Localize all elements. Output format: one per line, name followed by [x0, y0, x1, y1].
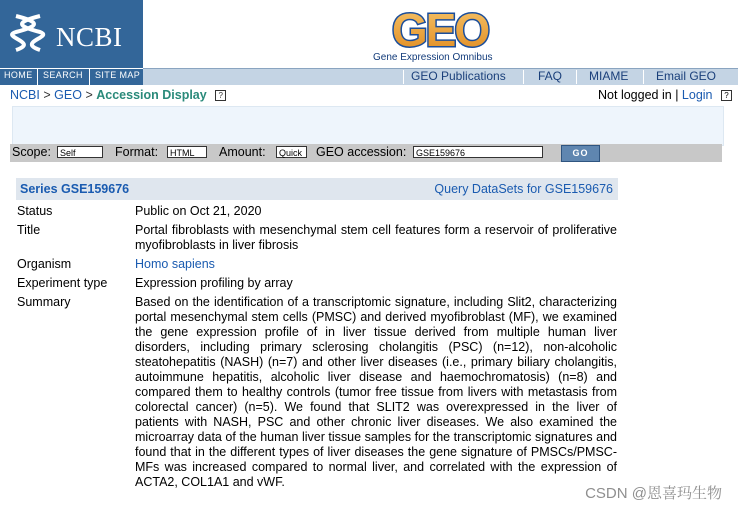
- geo-logo-graphic: [360, 4, 520, 52]
- nav-search-link[interactable]: SEARCH: [43, 70, 83, 80]
- menu-faq[interactable]: FAQ: [538, 69, 563, 83]
- format-select[interactable]: HTML: [167, 146, 207, 158]
- watermark: CSDN @恩喜玛生物: [585, 485, 722, 502]
- geo-top-menu: [143, 68, 738, 85]
- go-button[interactable]: GO: [561, 145, 600, 162]
- nav-home-link[interactable]: HOME: [4, 70, 33, 80]
- title-label: Title: [17, 223, 41, 237]
- menu-divider: [576, 70, 577, 84]
- geo-logo-letters: GEO: [391, 4, 489, 52]
- dna-helix-icon: [10, 12, 50, 56]
- ncbi-logo[interactable]: [0, 0, 143, 68]
- menu-divider: [403, 70, 404, 84]
- menu-email-geo[interactable]: Email GEO: [656, 69, 717, 83]
- ncbi-logo-text: NCBI: [56, 22, 123, 52]
- experiment-type-label: Experiment type: [17, 276, 108, 290]
- accession-input[interactable]: GSE159676: [413, 146, 543, 158]
- header-band: [12, 106, 724, 146]
- amount-select[interactable]: Quick: [276, 146, 307, 158]
- login-separator: |: [675, 88, 679, 102]
- summary-value: Based on the identification of a transcriptomic signature, including Slit2, characterizing portal mesenchymal stem cells (PMSC) and derived myofibroblast (MF), we examined the gene expression profile of in liver tissue derived from multiple human liver disorders, including primary sclerosing cholangitis (PSC) (n=12), non-alcoholic steatohepatitis (NASH) (n=7) and other liver diseases (i.e., primary biliary cholangitis, autoimmune hepatitis, alcoholic liver disease and haemochromatosis) (n=8) and compared them to healthy controls (tumor free tissue from livers with metastasis from colorectal cancer) (n=5). We found that SLIT2 was overexpressed in the liver of patients with NASH, PSC and other chronic liver diseases. We also examined the microarray data of the human liver tissue samples for the transcriptomic signatures and found that in the different types of liver diseases the gene signature of PMSCs/PMSC-MFs was increased compared to normal liver, and correlated with the expression of ACTA2, COL1A1 and vWF.: [135, 295, 617, 489]
- nav-divider: [89, 69, 90, 85]
- menu-divider: [523, 70, 524, 84]
- breadcrumb: [10, 88, 226, 102]
- help-icon[interactable]: ?: [215, 90, 226, 101]
- query-bar: [10, 144, 722, 162]
- menu-divider: [643, 70, 644, 84]
- breadcrumb-separator: >: [85, 88, 93, 102]
- menu-miame[interactable]: MIAME: [589, 69, 629, 83]
- organism-label: Organism: [17, 257, 72, 271]
- scope-select[interactable]: Self: [57, 146, 103, 158]
- amount-label: Amount:: [219, 145, 266, 159]
- experiment-type-value: Expression profiling by array: [135, 276, 293, 290]
- breadcrumb-separator: >: [43, 88, 51, 102]
- series-header: [16, 178, 618, 200]
- status-value: Public on Oct 21, 2020: [135, 204, 262, 218]
- login-link[interactable]: Login: [681, 88, 713, 102]
- query-datasets-link[interactable]: Query DataSets for GSE159676: [434, 182, 613, 196]
- nav-sitemap-link[interactable]: SITE MAP: [95, 70, 141, 80]
- organism-link[interactable]: Homo sapiens: [135, 257, 215, 271]
- breadcrumb-geo[interactable]: GEO: [54, 88, 82, 102]
- summary-label: Summary: [17, 295, 71, 309]
- menu-geo-publications[interactable]: GEO Publications: [411, 69, 506, 83]
- title-value: Portal fibroblasts with mesenchymal stem cell features form a reservoir of proliferative myofibroblasts in liver fibrosis: [135, 223, 617, 252]
- login-help-icon[interactable]: ?: [721, 90, 732, 101]
- ncbi-nav-bar: [0, 68, 143, 85]
- breadcrumb-ncbi[interactable]: NCBI: [10, 88, 40, 102]
- geo-logo-subtitle: Gene Expression Omnibus: [373, 52, 493, 63]
- series-title: Series GSE159676: [20, 182, 130, 196]
- format-label: Format:: [115, 145, 159, 159]
- geo-logo[interactable]: [360, 4, 520, 66]
- login-status-text: Not logged in: [598, 88, 672, 102]
- login-status: [598, 88, 732, 102]
- accession-label: GEO accession:: [316, 145, 407, 159]
- status-label: Status: [17, 204, 53, 218]
- scope-label: Scope:: [12, 145, 51, 159]
- organism-value: [135, 257, 617, 272]
- nav-divider: [37, 69, 38, 85]
- breadcrumb-current: Accession Display: [96, 88, 207, 102]
